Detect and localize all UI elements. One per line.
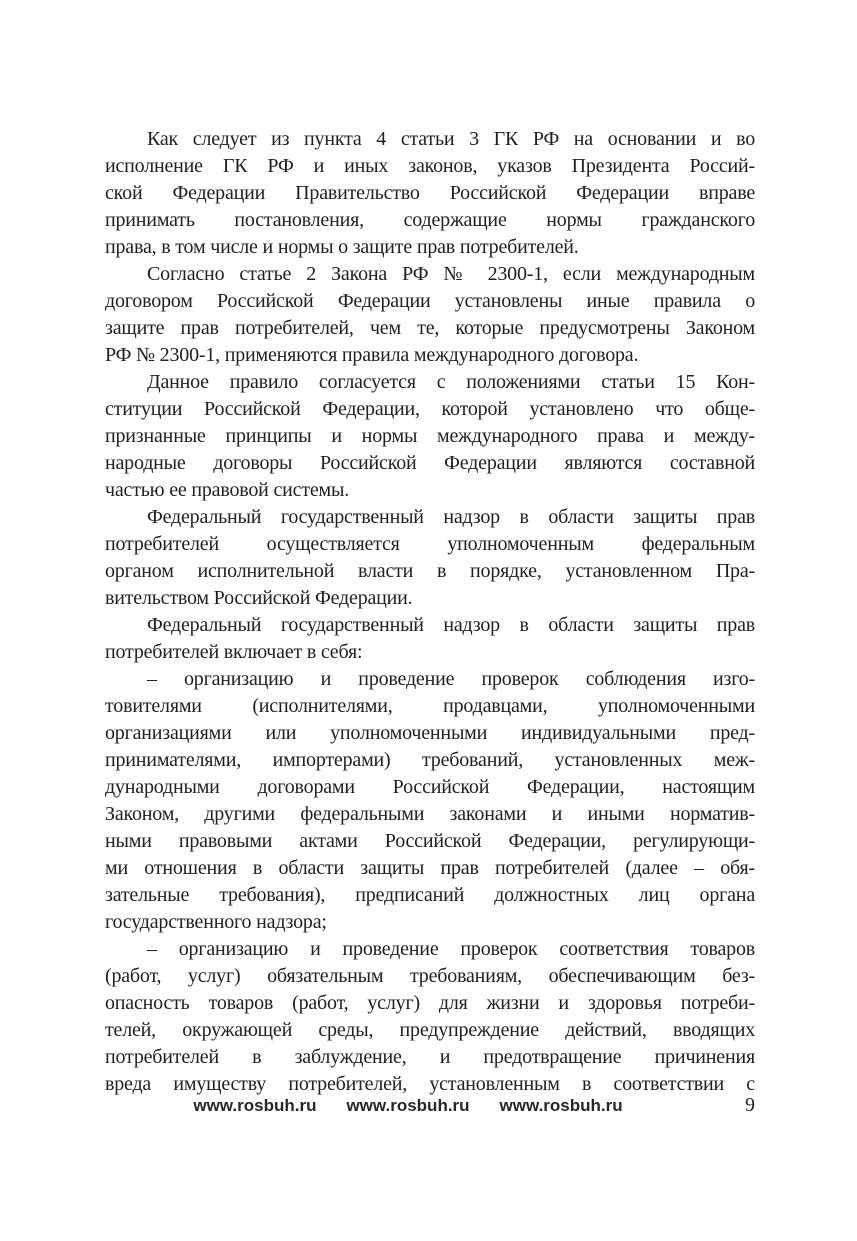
paragraph xyxy=(105,369,755,504)
text-line: договором Российской Федерации установлены иные правила о xyxy=(105,290,755,312)
text-line: ми отношения в области защиты прав потребителей (далее – обя- xyxy=(105,857,755,879)
paragraph xyxy=(105,612,755,666)
text-line: товителями (исполнителями, продавцами, уполномоченными xyxy=(105,695,755,717)
paragraph xyxy=(105,666,755,936)
text-line: принимателями, импортерами) требований, установленных меж- xyxy=(105,749,755,771)
footer xyxy=(105,1094,755,1117)
text-line: ными правовыми актами Российской Федерации, регулирующи- xyxy=(105,830,755,852)
text-line: Федеральный государственный надзор в области защиты прав xyxy=(147,506,755,528)
text-line: потребителей включает в себя: xyxy=(105,641,363,663)
text-line: опасность товаров (работ, услуг) для жизни и здоровья потреби- xyxy=(105,992,755,1014)
footer-url: www.rosbuh.ru xyxy=(346,1096,470,1115)
text-block xyxy=(105,126,755,1098)
text-line: государственного надзора; xyxy=(105,911,327,933)
text-line: телей, окружающей среды, предупреждение действий, вводящих xyxy=(105,1019,755,1041)
text-line: потребителей осуществляется уполномоченным федеральным xyxy=(105,533,755,555)
paragraph xyxy=(105,261,755,369)
text-line: признанные принципы и нормы международного права и между- xyxy=(105,425,755,447)
text-line: Федеральный государственный надзор в области защиты прав xyxy=(147,614,755,636)
paragraph xyxy=(105,126,755,261)
footer-url: www.rosbuh.ru xyxy=(193,1096,317,1115)
text-line: потребителей в заблуждение, и предотвращение причинения xyxy=(105,1046,755,1068)
text-line: – организацию и проведение проверок соблюдения изго- xyxy=(147,668,755,690)
text-line: принимать постановления, содержащие нормы гражданского xyxy=(105,209,755,231)
text-line: – организацию и проведение проверок соответствия товаров xyxy=(147,938,755,960)
paragraph xyxy=(105,504,755,612)
text-line: организациями или уполномоченными индивидуальными пред- xyxy=(105,722,755,744)
paragraph xyxy=(105,936,755,1098)
text-line: вительством Российской Федерации. xyxy=(105,587,413,609)
text-line: народные договоры Российской Федерации являются составной xyxy=(105,452,755,474)
text-line: дународными договорами Российской Федерации, настоящим xyxy=(105,776,755,798)
text-line: РФ № 2300-1, применяются правила международного договора. xyxy=(105,344,639,366)
text-line: Законом, другими федеральными законами и иными норматив- xyxy=(105,803,755,825)
text-line: (работ, услуг) обязательным требованиям, обеспечивающим без- xyxy=(105,965,755,987)
text-line: вреда имуществу потребителей, установленным в соответствии с xyxy=(105,1073,755,1095)
text-line: Согласно статье 2 Закона РФ № 2300-1, если международным xyxy=(147,263,755,285)
text-line: ской Федерации Правительство Российской Федерации вправе xyxy=(105,182,755,204)
text-line: ституции Российской Федерации, которой установлено что обще- xyxy=(105,398,755,420)
text-line: Данное правило согласуется с положениями статьи 15 Кон- xyxy=(147,371,755,393)
footer-url: www.rosbuh.ru xyxy=(499,1096,623,1115)
text-line: Как следует из пункта 4 статьи 3 ГК РФ на основании и во xyxy=(147,128,755,150)
page-number: 9 xyxy=(745,1094,755,1116)
footer-urls xyxy=(105,1096,745,1116)
text-line: частью ее правовой системы. xyxy=(105,479,350,501)
text-line: исполнение ГК РФ и иных законов, указов Президента Россий- xyxy=(105,155,755,177)
text-line: права, в том числе и нормы о защите прав потребителей. xyxy=(105,236,579,258)
text-line: зательные требования), предписаний должностных лиц органа xyxy=(105,884,755,906)
text-line: защите прав потребителей, чем те, которые предусмотрены Законом xyxy=(105,317,755,339)
text-line: органом исполнительной власти в порядке, установленном Пра- xyxy=(105,560,755,582)
